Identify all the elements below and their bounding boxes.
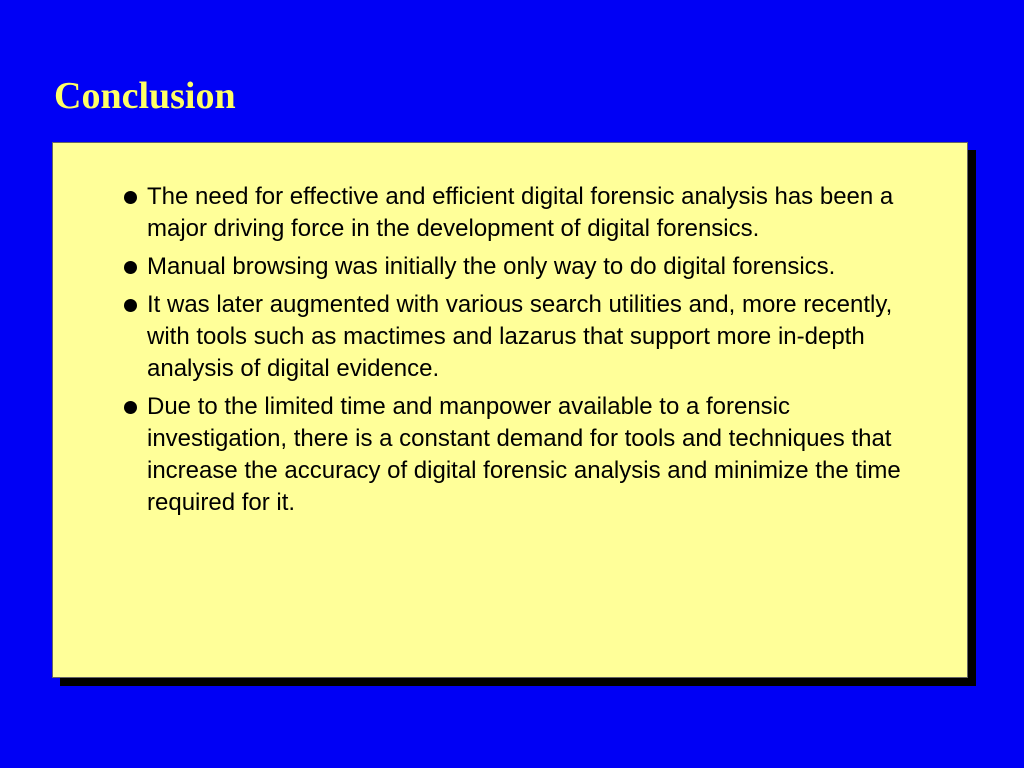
content-box [52,142,968,678]
bullet-text: Manual browsing was initially the only way to do digital forensics. [147,253,836,280]
bullet-list [123,181,913,525]
bullet-item [123,391,913,519]
bullet-dot-icon [124,261,137,274]
bullet-text: Due to the limited time and manpower available to a forensic investigation, there is a constant demand for tools and techniques that increase the accuracy of digital forensic analysis and minimize the time required for it. [147,393,901,516]
bullet-item [123,251,913,283]
bullet-item [123,181,913,245]
bullet-text: The need for effective and efficient digital forensic analysis has been a major driving force in the development of digital forensics. [147,183,894,242]
bullet-dot-icon [124,299,137,312]
bullet-dot-icon [124,401,137,414]
bullet-dot-icon [124,191,137,204]
bullet-text: It was later augmented with various search utilities and, more recently, with tools such as mactimes and lazarus that support more in-depth analysis of digital evidence. [147,291,893,382]
bullet-item [123,289,913,385]
slide-title: Conclusion [54,75,236,117]
